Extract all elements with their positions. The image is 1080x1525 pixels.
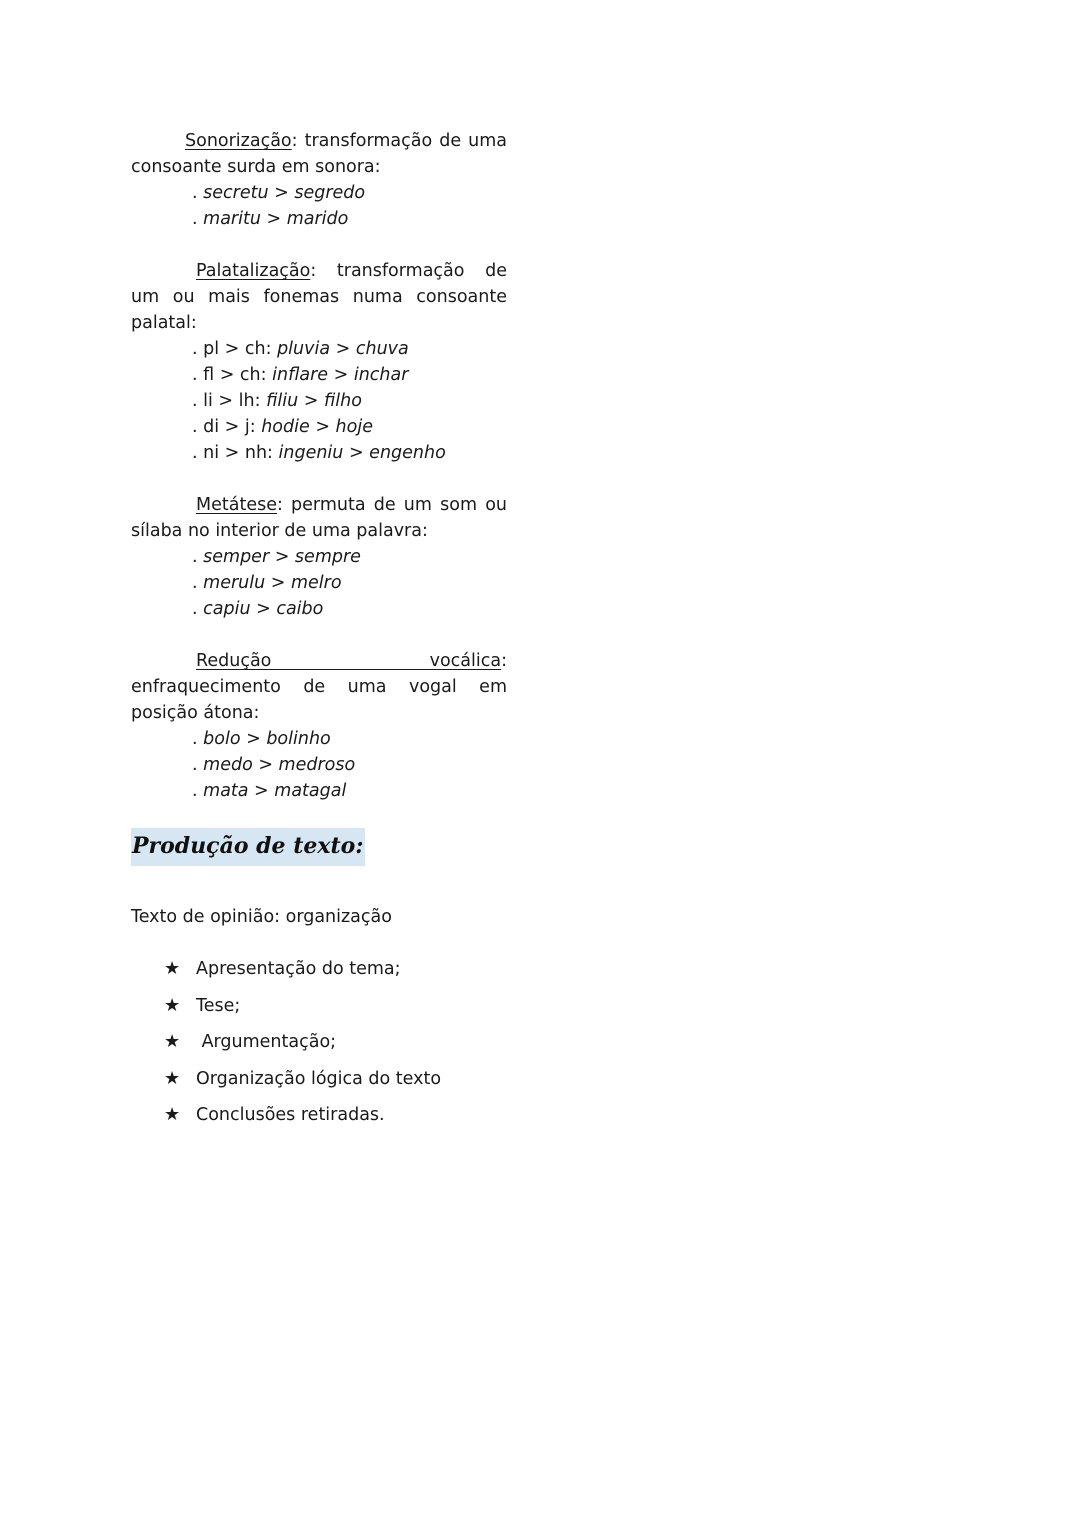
examples-metatese: [131, 544, 507, 622]
example-prefix: .: [192, 183, 204, 203]
definition-palatalizacao: [131, 258, 507, 336]
example-text: bolo > bolinho: [203, 729, 331, 749]
example-item: [192, 388, 507, 414]
example-text: pluvia > chuva: [277, 339, 409, 359]
example-item: [192, 570, 507, 596]
definition-text: : enfraquecimento de uma vogal em posição átona:: [131, 651, 507, 723]
example-item: [192, 180, 507, 206]
example-text: hodie > hoje: [261, 417, 373, 437]
example-text: inflare > inchar: [272, 365, 409, 385]
bullet-item: [164, 1029, 507, 1066]
example-item: [192, 596, 507, 622]
example-text: filiu > filho: [266, 391, 362, 411]
example-item: [192, 362, 507, 388]
bullet-text: Apresentação do tema;: [196, 959, 401, 979]
example-text: mata > matagal: [203, 781, 347, 801]
example-item: [192, 544, 507, 570]
term-metatese: Metátese: [196, 495, 277, 515]
example-text: ingeniu > engenho: [278, 443, 446, 463]
example-item: [192, 440, 507, 466]
example-text: maritu > marido: [203, 209, 349, 229]
example-prefix: . fl > ch:: [192, 365, 273, 385]
bullet-text: Argumentação;: [196, 1032, 337, 1052]
example-text: capiu > caibo: [203, 599, 324, 619]
subheading: Texto de opinião: organização: [131, 907, 392, 927]
definition-text: : transformação de um ou mais fonemas numa consoante palatal:: [131, 261, 507, 333]
example-prefix: .: [192, 755, 204, 775]
star-icon: ★: [164, 958, 181, 979]
example-prefix: .: [192, 547, 204, 567]
example-prefix: .: [192, 781, 204, 801]
definition-reducao-vocalica: [131, 648, 507, 726]
example-item: [192, 414, 507, 440]
star-icon: ★: [164, 994, 181, 1016]
term-palatalizacao: Palatalização: [196, 261, 311, 281]
definition-text: : permuta de um som ou sílaba no interior de uma palavra:: [131, 495, 507, 541]
definition-metatese: [131, 492, 507, 544]
spacer: [131, 466, 507, 492]
term-reducao-vocalica: Redução vocálica: [196, 651, 502, 671]
bullet-item: [164, 1066, 507, 1103]
star-icon: ★: [164, 1067, 181, 1089]
star-icon: ★: [164, 1104, 181, 1125]
example-prefix: .: [192, 729, 204, 749]
bullet-list: [131, 956, 507, 1139]
examples-reducao-vocalica: [131, 726, 507, 804]
term-sonorizacao: Sonorização: [185, 131, 292, 151]
examples-palatalizacao: [131, 336, 507, 466]
page-content: [131, 128, 507, 1139]
definition-text: : transformação de uma consoante surda em sonora:: [131, 131, 507, 177]
example-prefix: .: [192, 209, 204, 229]
example-prefix: .: [192, 573, 204, 593]
example-prefix: . ni > nh:: [192, 443, 279, 463]
example-text: secretu > segredo: [203, 183, 366, 203]
definition-sonorizacao: [131, 128, 507, 180]
example-prefix: . pl > ch:: [192, 339, 278, 359]
bullet-item: [164, 993, 507, 1030]
spacer: [131, 622, 507, 648]
star-icon: ★: [164, 1031, 181, 1052]
example-text: medo > medroso: [203, 755, 356, 775]
bullet-text: Tese;: [196, 995, 241, 1016]
bullet-text: Conclusões retiradas.: [196, 1105, 385, 1125]
example-prefix: .: [192, 599, 204, 619]
spacer: [131, 232, 507, 258]
example-item: [192, 726, 507, 752]
example-item: [192, 336, 507, 362]
section-heading: Produção de texto:: [131, 828, 365, 866]
example-text: semper > sempre: [203, 547, 361, 567]
examples-sonorizacao: [131, 180, 507, 232]
bullet-item: [164, 1102, 507, 1139]
bullet-item: [164, 956, 507, 993]
bullet-text: Organização lógica do texto: [196, 1068, 442, 1089]
example-text: merulu > melro: [203, 573, 342, 593]
example-item: [192, 206, 507, 232]
example-item: [192, 752, 507, 778]
example-prefix: . di > j:: [192, 417, 262, 437]
example-item: [192, 778, 507, 804]
example-prefix: . li > lh:: [192, 391, 267, 411]
